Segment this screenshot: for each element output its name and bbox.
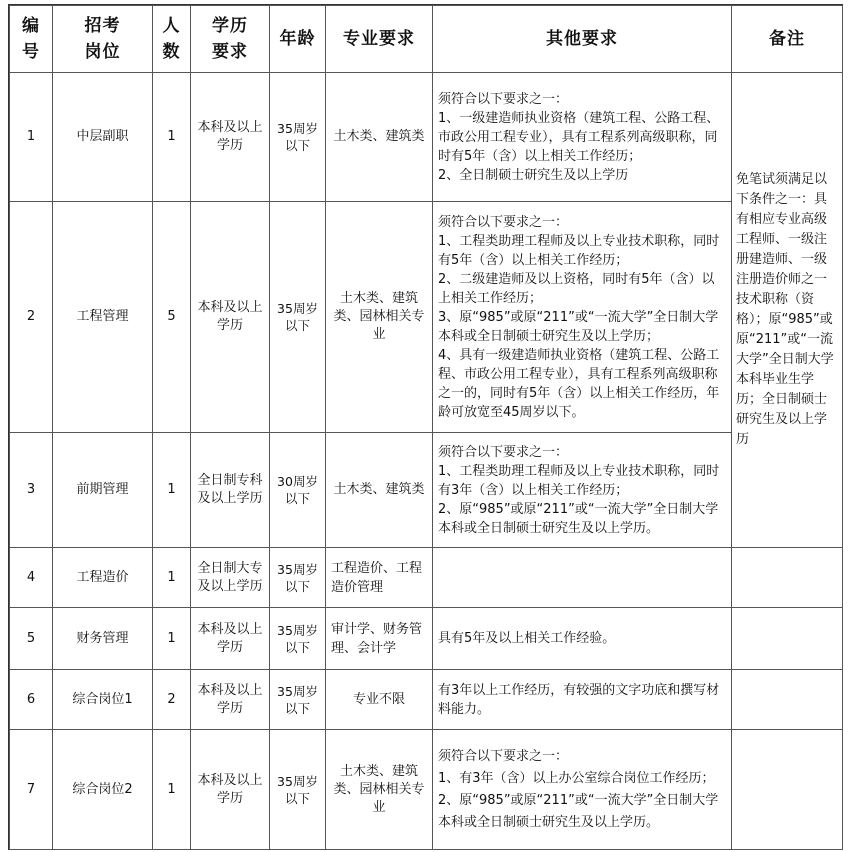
cell-major: 专业不限 <box>326 670 433 730</box>
cell-position: 综合岗位1 <box>53 670 153 730</box>
cell-count: 5 <box>153 202 191 433</box>
cell-no: 3 <box>10 433 53 548</box>
cell-position: 工程管理 <box>53 202 153 433</box>
cell-education: 本科及以上学历 <box>191 202 270 433</box>
table-row <box>10 73 843 202</box>
cell-count: 2 <box>153 670 191 730</box>
cell-remark-empty <box>732 670 843 730</box>
cell-education: 本科及以上学历 <box>191 608 270 670</box>
header-other: 其他要求 <box>433 6 732 73</box>
cell-no: 1 <box>10 73 53 202</box>
cell-education: 全日制专科及以上学历 <box>191 433 270 548</box>
cell-education: 本科及以上学历 <box>191 730 270 850</box>
cell-no: 7 <box>10 730 53 850</box>
header-remark: 备注 <box>732 6 843 73</box>
cell-age: 30周岁以下 <box>270 433 326 548</box>
cell-major: 土木类、建筑类 <box>326 433 433 548</box>
cell-major: 土木类、建筑类、园林相关专业 <box>326 202 433 433</box>
cell-education: 本科及以上学历 <box>191 670 270 730</box>
cell-age: 35周岁以下 <box>270 608 326 670</box>
table-row <box>10 202 843 433</box>
header-no: 编 号 <box>10 6 53 73</box>
cell-count: 1 <box>153 73 191 202</box>
cell-position: 综合岗位2 <box>53 730 153 850</box>
cell-major: 审计学、财务管理、会计学 <box>326 608 433 670</box>
cell-age: 35周岁以下 <box>270 730 326 850</box>
cell-count: 1 <box>153 730 191 850</box>
cell-count: 1 <box>153 608 191 670</box>
cell-other: 有3年以上工作经历，有较强的文字功底和撰写材料能力。 <box>433 670 732 730</box>
cell-count: 1 <box>153 548 191 608</box>
cell-major: 土木类、建筑类、园林相关专业 <box>326 730 433 850</box>
header-major: 专业要求 <box>326 6 433 73</box>
cell-other: 须符合以下要求之一： 1、一级建造师执业资格（建筑工程、公路工程、市政公用工程专业），具有工程系列高级职称，同时有5年（含）以上相关工作经历； 2、全日制硕士研究生及以上学历 <box>433 73 732 202</box>
cell-other: 须符合以下要求之一： 1、有3年（含）以上办公室综合岗位工作经历；2、原“985”或原“211”或“一流大学”全日制大学本科或全日制硕士研究生及以上学历。 <box>433 730 732 850</box>
cell-education: 本科及以上学历 <box>191 73 270 202</box>
table-row <box>10 730 843 850</box>
cell-remark-empty <box>732 548 843 608</box>
cell-age: 35周岁以下 <box>270 548 326 608</box>
recruitment-table <box>9 5 843 850</box>
cell-education: 全日制大专及以上学历 <box>191 548 270 608</box>
cell-no: 5 <box>10 608 53 670</box>
header-row <box>10 6 843 73</box>
cell-other: 须符合以下要求之一： 1、工程类助理工程师及以上专业技术职称，同时有3年（含）以上相关工作经历； 2、原“985”或原“211”或“一流大学”全日制大学本科或全日制硕士研究生及以上学历。 <box>433 433 732 548</box>
cell-position: 工程造价 <box>53 548 153 608</box>
recruitment-table-sheet <box>8 4 843 850</box>
cell-other: 具有5年及以上相关工作经验。 <box>433 608 732 670</box>
cell-count: 1 <box>153 433 191 548</box>
cell-position: 中层副职 <box>53 73 153 202</box>
header-education: 学历 要求 <box>191 6 270 73</box>
cell-no: 6 <box>10 670 53 730</box>
cell-major: 土木类、建筑类 <box>326 73 433 202</box>
cell-remark: 免笔试须满足以下条件之一：具有相应专业高级工程师、一级注册建造师、一级注册造价师之一技术职称（资格）；原“985”或原“211”或“一流大学”全日制大学本科毕业生学历；全日制硕士研究生及以上学历 <box>732 73 843 548</box>
header-count: 人 数 <box>153 6 191 73</box>
cell-age: 35周岁以下 <box>270 670 326 730</box>
table-row <box>10 608 843 670</box>
table-row <box>10 548 843 608</box>
cell-no: 2 <box>10 202 53 433</box>
cell-major: 工程造价、工程造价管理 <box>326 548 433 608</box>
table-row <box>10 670 843 730</box>
cell-position: 前期管理 <box>53 433 153 548</box>
header-position: 招考 岗位 <box>53 6 153 73</box>
cell-remark-empty <box>732 608 843 670</box>
cell-age: 35周岁以下 <box>270 202 326 433</box>
table-row <box>10 433 843 548</box>
cell-other <box>433 548 732 608</box>
cell-remark-empty <box>732 730 843 850</box>
header-age: 年龄 <box>270 6 326 73</box>
cell-other: 须符合以下要求之一： 1、工程类助理工程师及以上专业技术职称，同时有5年（含）以上相关工作经历； 2、二级建造师及以上资格，同时有5年（含）以上相关工作经历； 3、原“985”或原“211”或“一流大学”全日制大学本科或全日制硕士研究生及以上学历； 4、具有一级建造师执业资格（建筑工程、公路工程、市政公用工程专业），具有工程系列高级职称之一的，同时有5年（含）以上相关工作经历，年龄可放宽至45周岁以下。 <box>433 202 732 433</box>
cell-age: 35周岁以下 <box>270 73 326 202</box>
cell-no: 4 <box>10 548 53 608</box>
cell-position: 财务管理 <box>53 608 153 670</box>
